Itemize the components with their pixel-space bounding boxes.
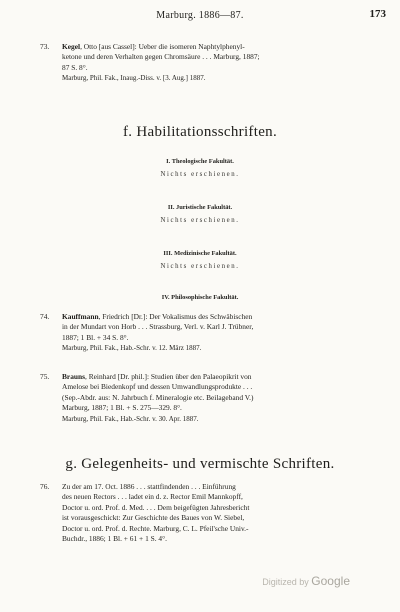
faculty-status: Nichts erschienen. — [160, 263, 240, 270]
entry-line: Zu der am 17. Oct. 1886 . . . stattfindenden . . . Einführung — [62, 482, 236, 491]
entry-line: in der Mundart von Horb . . . Strassburg, Verl. v. Karl J. Trübner, — [62, 322, 254, 332]
entry-line: Buchdr., 1886; 1 Bl. + 61 + 1 S. 4°. — [62, 534, 167, 544]
entry-line: Brauns, Reinhard [Dr. phil.]: Studien über den Palaeopikrit von — [62, 372, 252, 381]
page-number: 173 — [369, 8, 386, 20]
entry-75 — [40, 372, 375, 424]
entry-line: des neuen Rectors . . . ladet ein d. z. Rector Emil Mannkopff, — [62, 492, 243, 502]
entry-line: (Sep.-Abdr. aus: N. Jahrbuch f. Mineralogie etc. Beilageband V.) — [62, 392, 254, 402]
digitization-watermark — [262, 574, 350, 588]
faculty-heading: II. Juristische Fakultät. — [167, 204, 233, 211]
faculty-status: Nichts erschienen. — [160, 217, 240, 224]
author-surname: Brauns — [62, 372, 86, 381]
faculty-heading: I. Theologische Fakultät. — [166, 158, 234, 165]
entry-number: 73. — [40, 42, 50, 51]
faculty-heading: III. Medizinische Fakultät. — [163, 250, 237, 257]
entry-location: Marburg, Phil. Fak., Hab.-Schr. v. 30. Apr. 1887. — [62, 414, 199, 423]
entry-line: Amelose bei Biedenkopf und dessen Umwandlungsprodukte . . . — [62, 382, 253, 392]
section-heading-g: g. Gelegenheits- und vermischte Schriften. — [65, 456, 335, 472]
entry-location: Marburg, Phil. Fak., Hab.-Schr. v. 12. März 1887. — [62, 344, 202, 353]
entry-line: ketone und deren Verhalten gegen Chromsäure . . . Marburg, 1887; — [62, 52, 260, 62]
entry-line: Marburg, 1887; 1 Bl. + S. 275—329. 8°. — [62, 403, 182, 413]
section-heading-f: f. Habilitationsschriften. — [122, 124, 277, 140]
entry-74 — [40, 312, 375, 354]
entry-number: 74. — [40, 312, 50, 321]
entry-line: Doctor u. ord. Prof. d. Med. . . . Dem beigefügten Jahresbericht — [62, 502, 250, 512]
entry-line: 87 S. 8°. — [62, 62, 88, 72]
author-surname: Kauffmann — [62, 312, 99, 321]
author-surname: Kegel — [62, 42, 81, 51]
faculty-status: Nichts erschienen. — [160, 171, 240, 178]
entry-line: Doctor u. ord. Prof. d. Rechte. Marburg, C. L. Pfeil'sche Univ.- — [62, 523, 249, 533]
watermark-prefix: Digitized by — [262, 577, 309, 587]
watermark-brand: Google — [311, 574, 350, 588]
entry-line: 1887; 1 Bl. + 34 S. 8°. — [62, 332, 129, 342]
page-header — [0, 8, 400, 24]
entry-line: ist vorausgeschickt: Zur Geschichte des Baues von W. Siebel, — [62, 513, 245, 523]
entry-location: Marburg, Phil. Fak., Inaug.-Diss. v. [3. Aug.] 1887. — [62, 74, 206, 83]
entry-line: Kauffmann, Friedrich [Dr.]: Der Vokalismus des Schwäbischen — [62, 312, 253, 321]
running-title: Marburg. 1886—87. — [156, 10, 244, 21]
faculty-heading: IV. Philosophische Fakultät. — [161, 294, 239, 301]
entry-line: Kegel, Otto [aus Cassel]: Ueber die isomeren Naphtylphenyl- — [62, 42, 245, 51]
entry-76 — [40, 482, 375, 544]
entry-number: 76. — [40, 482, 50, 491]
entry-73 — [40, 42, 375, 84]
entry-number: 75. — [40, 372, 50, 381]
